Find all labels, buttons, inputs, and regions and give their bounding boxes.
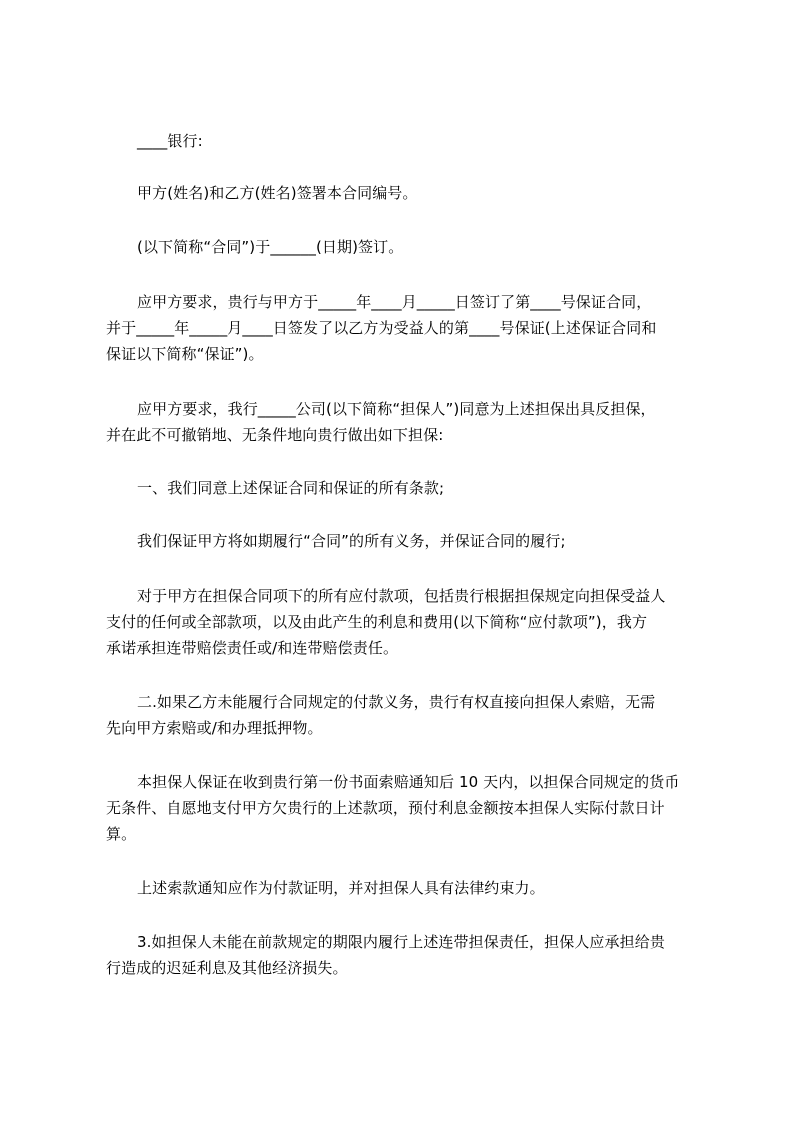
paragraph-payment-line-3: 算。 (106, 825, 137, 843)
clause-one: 一、我们同意上述保证合同和保证的所有条款; (137, 479, 445, 497)
paragraph-guarantee-line-1: 应甲方要求，贵行与甲方于_____年____月_____日签订了第____号保证合同， (137, 293, 652, 311)
paragraph-binding-notice: 上述索款通知应作为付款证明，并对担保人具有法律约束力。 (137, 879, 545, 897)
paragraph-guarantee-line-2: 并于_____年_____月____日签发了以乙方为受益人的第____号保证(上述保证合同和 (106, 319, 657, 337)
paragraph-guarantee-line-3: 保证以下简称“保证”)。 (106, 345, 264, 363)
clause-three-line-1: 3.如担保人未能在前款规定的期限内履行上述连带担保责任，担保人应承担给贵 (137, 933, 665, 951)
paragraph-payment-line-1: 本担保人保证在收到贵行第一份书面索赔通知后 10 天内，以担保合同规定的货币 (137, 773, 680, 791)
paragraph-payment-line-2: 无条件、自愿地支付甲方欠贵行的上述款项，预付利息金额按本担保人实际付款日计 (106, 799, 665, 817)
paragraph-performance-guarantee: 我们保证甲方将如期履行“合同”的所有义务，并保证合同的履行; (137, 532, 566, 550)
paragraph-payables-line-2: 支付的任何或全部款项，以及由此产生的利息和费用(以下简称“应付款项”)，我方 (106, 613, 648, 631)
paragraph-payables-line-3: 承诺承担连带赔偿责任或/和连带赔偿责任。 (106, 639, 399, 657)
paragraph-counter-guarantee-line-1: 应甲方要求，我行_____公司(以下简称“担保人”)同意为上述担保出具反担保， (137, 400, 656, 418)
clause-two-line-1: 二.如果乙方未能履行合同规定的付款义务，贵行有权直接向担保人索赔，无需 (137, 693, 656, 711)
greeting-line: ____银行: (137, 132, 203, 150)
paragraph-contract-date: (以下简称“合同”)于______(日期)签订。 (137, 238, 404, 256)
clause-two-line-2: 先向甲方索赔或/和办理抵押物。 (106, 719, 323, 737)
paragraph-parties: 甲方(姓名)和乙方(姓名)签署本合同编号。 (137, 184, 418, 202)
paragraph-counter-guarantee-line-2: 并在此不可撤销地、无条件地向贵行做出如下担保: (106, 426, 444, 444)
clause-three-line-2: 行造成的迟延利息及其他经济损失。 (106, 959, 348, 977)
paragraph-payables-line-1: 对于甲方在担保合同项下的所有应付款项，包括贵行根据担保规定向担保受益人 (137, 587, 666, 605)
